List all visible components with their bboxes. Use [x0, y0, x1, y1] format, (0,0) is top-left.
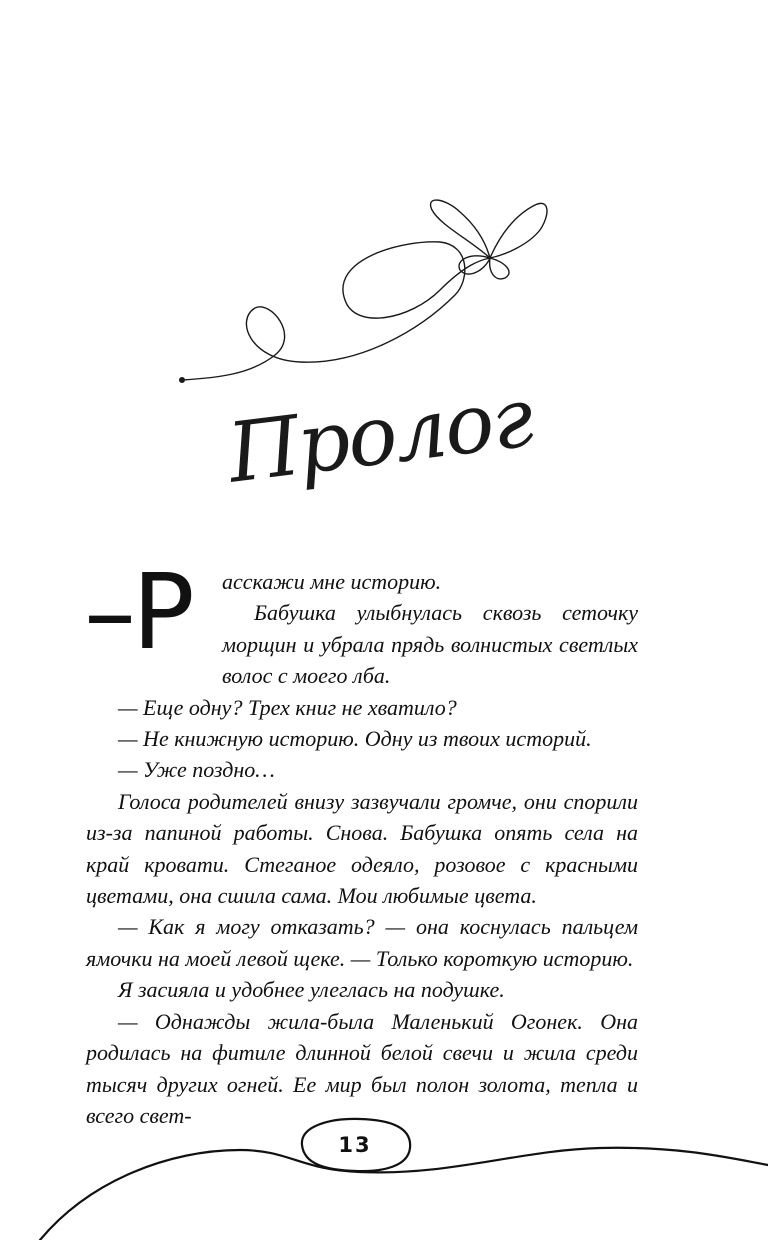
flight-path-line [182, 242, 490, 380]
paragraph: асскажи мне историю. [222, 569, 442, 594]
paragraph: — Как я могу отказать? — она коснулась пальцем ямочки на моей левой щеке. — Только короткую историю. [86, 914, 638, 971]
page-number: 13 [338, 1133, 372, 1157]
chapter-title: Пролог [222, 370, 537, 502]
butterfly-right-lower-wing [490, 258, 509, 279]
paragraph: Голоса родителей внизу зазвучали громче, они спорили из-за папиной работы. Снова. Бабушка опять села на край кровати. Стеганое одеяло, розовое с красными цветами, она сшила сама. Мои любимые цвета. [86, 788, 638, 909]
butterfly-illustration [179, 200, 547, 383]
paragraph: — Еще одну? Трех книг не хватило? [118, 694, 457, 720]
paragraph: — Уже поздно… [118, 757, 275, 783]
body-text [84, 551, 638, 1131]
paragraph: Я засияла и удобнее улеглась на подушке. [118, 977, 505, 1003]
paragraph: — Однажды жила-была Маленький Огонек. Она родилась на фитиле длинной белой свечи и жила среди тысяч других огней. Ее мир был полон золота, тепла и всего свет- [86, 1008, 638, 1128]
paragraph: — Не книжную историю. Одну из твоих историй. [118, 726, 592, 752]
butterfly-right-wing [490, 203, 547, 258]
paragraph: Бабушка улыбнулась сквозь сеточку морщин и убрала прядь волнистых светлых волос с моего лба. [222, 600, 638, 689]
drop-cap: –Р [84, 551, 191, 673]
butterfly-left-wing [431, 200, 490, 258]
